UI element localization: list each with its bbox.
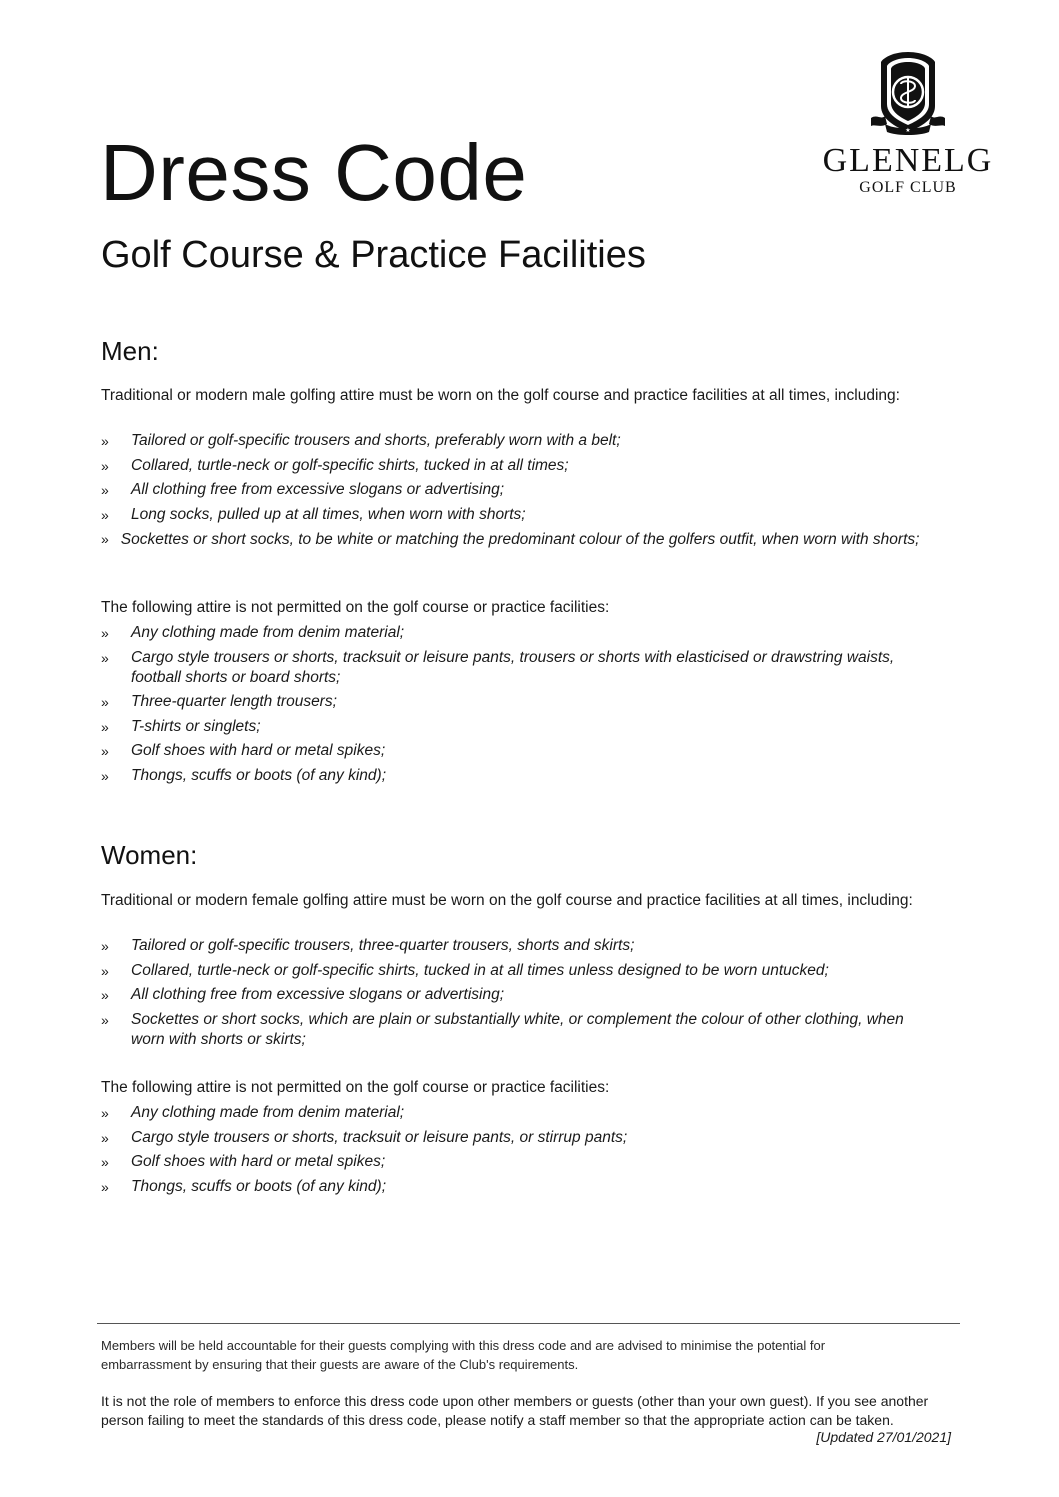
list-item: » All clothing free from excessive slogans or advertising; bbox=[101, 481, 505, 498]
bullet-marker: » bbox=[101, 1011, 109, 1028]
women-intro: Traditional or modern female golfing attire must be worn on the golf course and practice facilities at all times, including: bbox=[101, 892, 913, 909]
list-item: » Tailored or golf-specific trousers and shorts, preferably worn with a belt; bbox=[101, 432, 621, 449]
list-item: » Tailored or golf-specific trousers, three-quarter trousers, shorts and skirts; bbox=[101, 937, 635, 954]
footer-divider bbox=[97, 1323, 960, 1324]
list-item: » Golf shoes with hard or metal spikes; bbox=[101, 1153, 386, 1170]
svg-text:★: ★ bbox=[905, 127, 911, 134]
women-required-list bbox=[101, 936, 936, 1054]
bullet-marker: » bbox=[101, 625, 109, 641]
women-not-permitted-intro: The following attire is not permitted on the golf course or practice facilities: bbox=[101, 1079, 610, 1096]
page-title: Dress Code bbox=[100, 128, 528, 217]
club-logo bbox=[808, 48, 1008, 197]
women-heading: Women: bbox=[101, 840, 198, 870]
bullet-marker: » bbox=[101, 1178, 109, 1195]
bullet-marker: » bbox=[101, 1105, 109, 1121]
list-item: » Any clothing made from denim material; bbox=[101, 1104, 405, 1121]
men-not-permitted-list bbox=[101, 623, 936, 790]
bullet-marker: » bbox=[101, 457, 109, 474]
list-item: » Any clothing made from denim material; bbox=[101, 624, 405, 641]
bullet-marker: » bbox=[101, 482, 109, 498]
page-subtitle: Golf Course & Practice Facilities bbox=[101, 234, 646, 276]
bullet-marker: » bbox=[101, 531, 109, 547]
footer-guest-note: Members will be held accountable for their guests complying with this dress code and are advised to minimise the potential for embarrassment by ensuring that their guests are aware of the Club's requirements. bbox=[101, 1338, 826, 1372]
bullet-marker: » bbox=[101, 649, 109, 666]
club-crest-icon bbox=[863, 48, 953, 140]
club-name: GLENELG bbox=[822, 142, 994, 179]
bullet-marker: » bbox=[101, 506, 109, 523]
list-item: » Thongs, scuffs or boots (of any kind); bbox=[101, 1177, 387, 1195]
bullet-marker: » bbox=[101, 433, 109, 449]
list-item: » Three-quarter length trousers; bbox=[101, 693, 337, 710]
bullet-marker: » bbox=[101, 694, 109, 710]
bullet-marker: » bbox=[101, 938, 109, 954]
men-not-permitted-intro: The following attire is not permitted on the golf course or practice facilities: bbox=[101, 599, 610, 616]
list-item: » Golf shoes with hard or metal spikes; bbox=[101, 742, 386, 759]
footer-enforcement-note: It is not the role of members to enforce this dress code upon other members or guests (other than your own guest). If you see another person failing to meet the standards of this dress code, please notify a staff member so that the appropriate action can be taken. bbox=[101, 1393, 929, 1428]
list-item: » All clothing free from excessive slogans or advertising; bbox=[101, 986, 505, 1003]
list-item: » Sockettes or short socks, to be white or matching the predominant colour of the golfers outfit, when worn with shorts; bbox=[101, 531, 920, 548]
bullet-marker: » bbox=[101, 1129, 109, 1146]
list-item: » Thongs, scuffs or boots (of any kind); bbox=[101, 766, 387, 784]
updated-date: [Updated 27/01/2021] bbox=[816, 1429, 951, 1445]
men-required-list bbox=[101, 431, 936, 555]
bullet-marker: » bbox=[101, 767, 109, 784]
list-item: » Cargo style trousers or shorts, tracksuit or leisure pants, or stirrup pants; bbox=[101, 1128, 628, 1146]
women-not-permitted-list bbox=[101, 1103, 936, 1201]
bullet-marker: » bbox=[101, 962, 109, 979]
list-item: » Collared, turtle-neck or golf-specific shirts, tucked in at all times; bbox=[101, 456, 569, 474]
men-intro: Traditional or modern male golfing attire must be worn on the golf course and practice facilities at all times, including: bbox=[101, 387, 900, 404]
bullet-marker: » bbox=[101, 1154, 109, 1170]
bullet-marker: » bbox=[101, 718, 109, 735]
list-item: » Collared, turtle-neck or golf-specific shirts, tucked in at all times unless designed to be worn untucked; bbox=[101, 961, 829, 979]
list-item: » Long socks, pulled up at all times, when worn with shorts; bbox=[101, 505, 526, 523]
men-heading: Men: bbox=[101, 336, 159, 366]
bullet-marker: » bbox=[101, 987, 109, 1003]
list-item: » Cargo style trousers or shorts, tracksuit or leisure pants, trousers or shorts with elasticised or drawstring waists, football shorts or board shorts; bbox=[101, 648, 895, 686]
list-item: » T-shirts or singlets; bbox=[101, 717, 261, 735]
bullet-marker: » bbox=[101, 743, 109, 759]
club-subtitle: GOLF CLUB bbox=[859, 179, 957, 196]
list-item: » Sockettes or short socks, which are plain or substantially white, or complement the colour of other clothing, when worn with shorts or skirts; bbox=[101, 1010, 904, 1048]
